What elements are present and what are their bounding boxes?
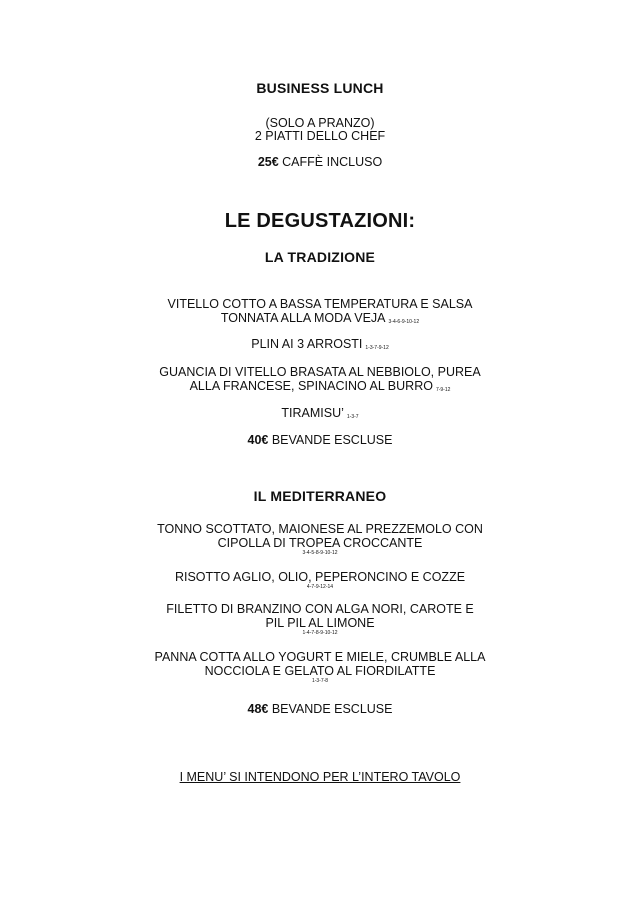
mediterraneo-dish-3-line-2: PIL PIL AL LIMONE bbox=[265, 616, 375, 630]
mediterraneo-dish-3-allergens: 1-4-7-8-9-10-12 bbox=[302, 630, 338, 636]
tradizione-price-line bbox=[0, 433, 640, 448]
mediterraneo-dish-4-line-2: NOCCIOLA E GELATO AL FIORDILATTE bbox=[204, 664, 436, 678]
mediterraneo-dish-3-line-1: FILETTO DI BRANZINO CON ALGA NORI, CAROTE E bbox=[166, 602, 474, 616]
tradizione-price: 40€ bbox=[247, 433, 269, 447]
mediterraneo-dish-4-allergens: 1-3-7-8 bbox=[311, 678, 329, 684]
degustazioni-title: LE DEGUSTAZIONI: bbox=[224, 210, 416, 232]
tradizione-dish-4-text: TIRAMISU’ bbox=[281, 406, 344, 420]
tradizione-dish-1-line-1: VITELLO COTTO A BASSA TEMPERATURA E SALSA bbox=[167, 297, 473, 311]
mediterraneo-price-line bbox=[0, 702, 640, 717]
footer-note: I MENU’ SI INTENDONO PER L’INTERO TAVOLO bbox=[179, 770, 461, 784]
tradizione-dish-4-allergens: 1-3-7 bbox=[346, 414, 359, 420]
mediterraneo-dish-1-allergens: 3-4-5-8-9-10-12 bbox=[302, 550, 338, 556]
mediterraneo-dish-1-line-2: CIPOLLA DI TROPEA CROCCANTE bbox=[217, 536, 423, 550]
business-lunch-line-2: 2 PIATTI DELLO CHEF bbox=[254, 129, 386, 143]
tradizione-dish-2-text: PLIN AI 3 ARROSTI bbox=[251, 337, 363, 351]
tradizione-title: LA TRADIZIONE bbox=[264, 249, 376, 265]
tradizione-dish-4 bbox=[0, 406, 640, 425]
business-lunch-title: BUSINESS LUNCH bbox=[256, 80, 384, 96]
mediterraneo-dish-1-line-1: TONNO SCOTTATO, MAIONESE AL PREZZEMOLO CON bbox=[157, 522, 483, 536]
business-lunch-line-1: (SOLO A PRANZO) bbox=[265, 116, 375, 130]
business-lunch-price-note: CAFFÈ INCLUSO bbox=[282, 155, 383, 169]
business-lunch-price-line bbox=[0, 155, 640, 170]
tradizione-dish-1-allergens: 3-4-6-9-10-12 bbox=[388, 319, 420, 325]
tradizione-price-note: BEVANDE ESCLUSE bbox=[271, 433, 393, 447]
tradizione-dish-1-line-2 bbox=[0, 311, 640, 330]
mediterraneo-title: IL MEDITERRANEO bbox=[253, 488, 387, 504]
tradizione-dish-3-line-2 bbox=[0, 379, 640, 398]
mediterraneo-dish-2: RISOTTO AGLIO, OLIO, PEPERONCINO E COZZE bbox=[174, 570, 466, 584]
mediterraneo-price-note: BEVANDE ESCLUSE bbox=[271, 702, 393, 716]
tradizione-dish-3-line-1: GUANCIA DI VITELLO BRASATA AL NEBBIOLO, PUREA bbox=[159, 365, 481, 379]
tradizione-dish-1-text: TONNATA ALLA MODA VEJA bbox=[220, 311, 386, 325]
tradizione-dish-2-allergens: 1-3-7-9-12 bbox=[365, 345, 389, 351]
mediterraneo-price: 48€ bbox=[247, 702, 269, 716]
business-lunch-price: 25€ bbox=[257, 155, 279, 169]
tradizione-dish-3-allergens: 7-9-12 bbox=[435, 387, 451, 393]
mediterraneo-dish-4-line-1: PANNA COTTA ALLO YOGURT E MIELE, CRUMBLE ALLA bbox=[154, 650, 486, 664]
mediterraneo-dish-2-allergens: 4-7-9-12-14 bbox=[306, 584, 334, 590]
tradizione-dish-3-text: ALLA FRANCESE, SPINACINO AL BURRO bbox=[189, 379, 433, 393]
tradizione-dish-2 bbox=[0, 337, 640, 356]
